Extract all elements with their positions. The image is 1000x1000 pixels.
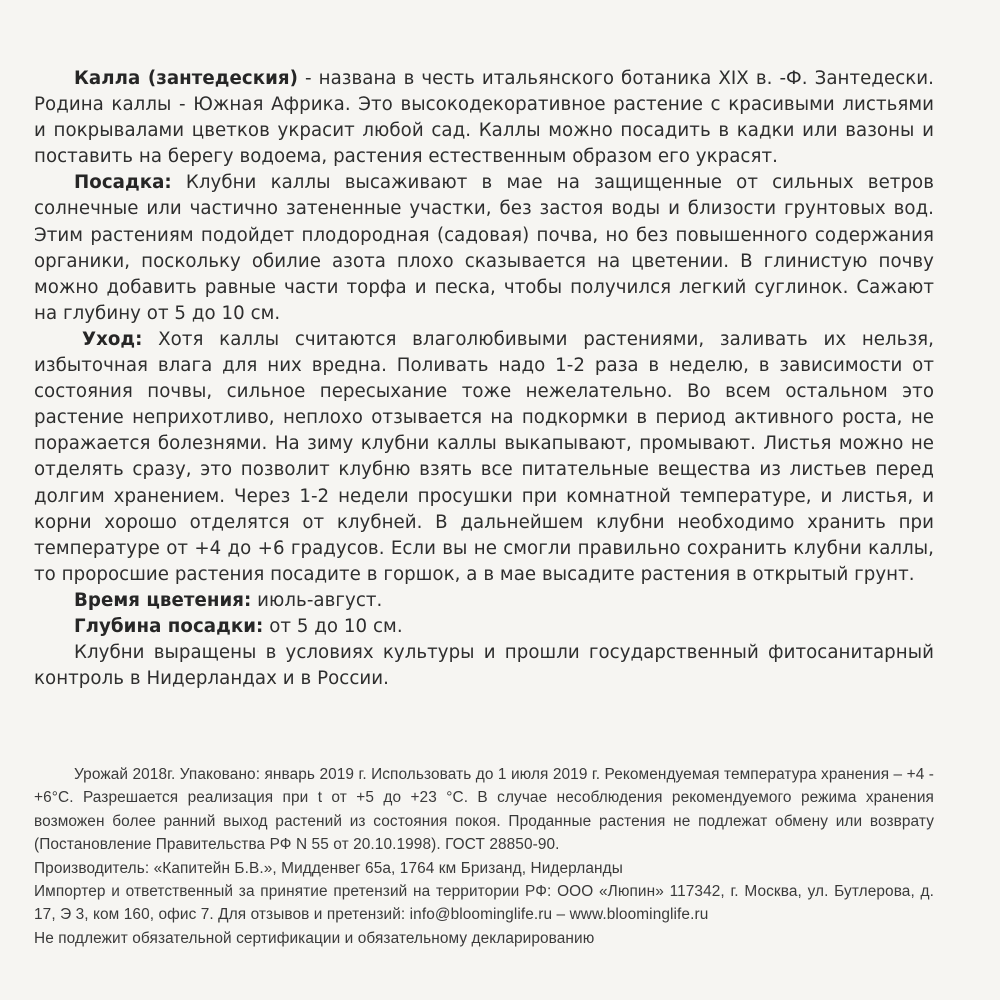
intro-text: - названа в честь итальянского ботаника XIX в. -Ф. Зантедески. Родина каллы - Южная Африка. Это высокодекоративное растение с красивыми листьями и покрывалами цветков украсит любой сад. Каллы можно посадить в кадки или вазоны и поставить на берегу водоема, растения естественным образом его украсят. bbox=[34, 68, 934, 168]
intro-paragraph bbox=[34, 66, 934, 170]
intro-title: Калла (зантедеския) bbox=[74, 68, 298, 89]
importer-info: Импортер и ответственный за принятие претензий на территории РФ: ООО «Люпин» 117342, г. Москва, ул. Бутлерова, д. 17, Э 3, ком 160, офис 7. Для отзывов и претензий: info@bloominglife.ru – www.bloominglife.ru bbox=[34, 883, 934, 924]
flowering-title: Время цветения: bbox=[74, 589, 252, 611]
depth-text: от 5 до 10 см. bbox=[263, 615, 403, 637]
depth-title: Глубина посадки: bbox=[74, 615, 264, 637]
producer-info: Производитель: «Капитейн Б.В.», Мидденвег 65а, 1764 км Бризанд, Нидерланды bbox=[34, 859, 623, 877]
care-text: Хотя каллы считаются влаголюбивыми растениями, заливать их нельзя, избыточная влага для них вредна. Поливать надо 1-2 раза в неделю, в зависимости от состояния почвы, сильное пересыхание тоже нежелательно. Во всем остальном это растение неприхотливо, неплохо отзывается на подкормки в период активного роста, не поражается болезнями. На зиму клубни каллы выкапывают, промывают. Листья можно не отделять сразу, это позволит клубню взять все питательные вещества из листьев перед долгим хранением. Через 1-2 недели просушки при комнатной температуре, и листья, и корни хорошо отделятся от клубней. В дальнейшем клубни необходимо хранить при температуре от +4 до +6 градусов. Если вы не смогли правильно сохранить клубни каллы, то проросшие растения посадите в горшок, а в мае высадите растения в открытый грунт. bbox=[34, 328, 934, 585]
storage-info: Урожай 2018г. Упаковано: январь 2019 г. Использовать до 1 июля 2019 г. Рекомендуемая температура хранения – +4 - +6°С. Разрешается реализация при t от +5 до +23 °С. В случае несоблюдения рекомендуемого режима хранения возможен более ранний выход растений из состояния покоя. Проданные растения не подлежат обмену или возврату (Постановление Правительства РФ N 55 от 20.10.1998). ГОСТ 28850-90. bbox=[34, 766, 934, 854]
flowering-text: июль-август. bbox=[251, 589, 383, 611]
care-title: Уход: bbox=[82, 328, 143, 350]
planting-text: Клубни каллы высаживают в мае на защищенные от сильных ветров солнечные или частично затененные участки, без застоя воды и близости грунтовых вод. Этим растениям подойдет плодородная (садовая) почва, но без повышенного содержания органики, поскольку обилие азота плохо сказывается на цветении. В глинистую почву можно добавить равные части торфа и песка, чтобы получился легкий суглинок. Сажают на глубину от 5 до 10 см. bbox=[34, 172, 934, 324]
main-description bbox=[34, 66, 934, 692]
planting-title: Посадка: bbox=[74, 172, 172, 194]
certification-note: Клубни выращены в условиях культуры и прошли государственный фитосанитарный контроль в Нидерландах и в России. bbox=[34, 642, 934, 690]
certification-info: Не подлежит обязательной сертификации и обязательному декларированию bbox=[34, 929, 595, 947]
flowering-paragraph bbox=[34, 588, 934, 614]
depth-paragraph bbox=[34, 614, 934, 640]
fine-print bbox=[34, 763, 934, 950]
care-paragraph bbox=[34, 327, 934, 588]
planting-paragraph bbox=[34, 170, 934, 327]
